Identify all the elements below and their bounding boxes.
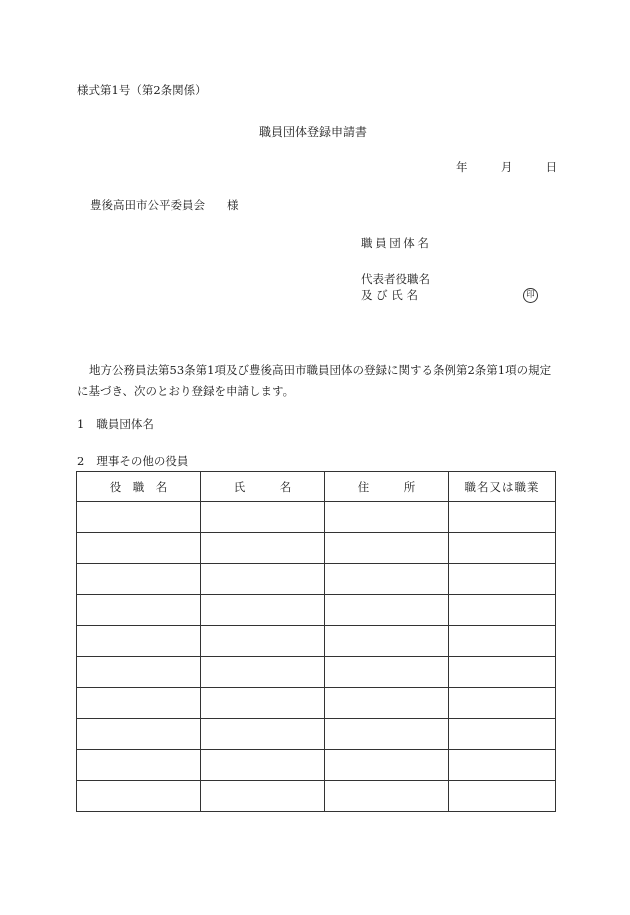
table-cell[interactable]: [201, 533, 325, 564]
table-cell[interactable]: [449, 688, 556, 719]
table-row: [77, 502, 556, 533]
table-row: [77, 533, 556, 564]
table-cell[interactable]: [201, 564, 325, 595]
table-cell[interactable]: [449, 657, 556, 688]
date-year-label: 年: [456, 160, 468, 174]
header-address: 住 所: [325, 472, 449, 502]
table-cell[interactable]: [325, 595, 449, 626]
date-month-label: 月: [500, 160, 513, 174]
application-body-text: 地方公務員法第53条第1項及び豊後高田市職員団体の登録に関する条例第2条第1項の規定に基づき、次のとおり登録を申請します。: [77, 363, 552, 398]
table-row: [77, 657, 556, 688]
table-cell[interactable]: [449, 719, 556, 750]
table-cell[interactable]: [201, 626, 325, 657]
table-cell[interactable]: [201, 502, 325, 533]
table-cell[interactable]: [77, 750, 201, 781]
table-row: [77, 781, 556, 812]
table-cell[interactable]: [77, 657, 201, 688]
table-row: [77, 595, 556, 626]
header-occupation: 職名又は職業: [449, 472, 556, 502]
table-cell[interactable]: [325, 564, 449, 595]
addressee: [90, 200, 239, 212]
table-cell[interactable]: [201, 750, 325, 781]
applicant-rep-name-label: 及 び 氏 名: [361, 288, 418, 302]
section-2-title: 理事その他の役員: [96, 454, 189, 468]
table-cell[interactable]: [77, 533, 201, 564]
table-cell[interactable]: [77, 626, 201, 657]
table-cell[interactable]: [325, 626, 449, 657]
applicant-org-label: 職員団体名: [361, 236, 432, 250]
table-cell[interactable]: [201, 657, 325, 688]
addressee-name: 豊後高田市公平委員会: [90, 198, 205, 212]
table-cell[interactable]: [201, 719, 325, 750]
form-number: 様式第1号（第2条関係）: [77, 83, 207, 97]
table-row: [77, 626, 556, 657]
document-title: 職員団体登録申請書: [259, 125, 368, 139]
table-row: [77, 750, 556, 781]
table-cell[interactable]: [325, 502, 449, 533]
table-cell[interactable]: [325, 781, 449, 812]
table-row: [77, 719, 556, 750]
header-name: 氏 名: [201, 472, 325, 502]
section-2-number: 2: [77, 454, 85, 468]
table-cell[interactable]: [77, 595, 201, 626]
table-cell[interactable]: [325, 750, 449, 781]
table-row: [77, 688, 556, 719]
table-cell[interactable]: [201, 781, 325, 812]
section-1-heading: [77, 419, 154, 431]
table-cell[interactable]: [77, 781, 201, 812]
table-cell[interactable]: [449, 626, 556, 657]
section-2-heading: [77, 456, 188, 468]
table-cell[interactable]: [449, 502, 556, 533]
table-cell[interactable]: [325, 688, 449, 719]
seal-mark: 印: [523, 288, 538, 303]
table-cell[interactable]: [77, 688, 201, 719]
table-cell[interactable]: [449, 595, 556, 626]
section-1-title: 職員団体名: [96, 417, 154, 431]
table-cell[interactable]: [201, 595, 325, 626]
header-position: 役 職 名: [77, 472, 201, 502]
table-cell[interactable]: [77, 564, 201, 595]
date-line: [456, 162, 557, 174]
table-cell[interactable]: [449, 533, 556, 564]
applicant-rep-label: 代表者役職名: [361, 272, 430, 286]
table-cell[interactable]: [325, 533, 449, 564]
addressee-honorific: 様: [227, 198, 239, 212]
section-1-number: 1: [77, 417, 85, 431]
table-cell[interactable]: [325, 657, 449, 688]
table-cell[interactable]: [449, 564, 556, 595]
table-header-row: [77, 472, 556, 502]
table-cell[interactable]: [77, 719, 201, 750]
table-cell[interactable]: [449, 750, 556, 781]
table-cell[interactable]: [325, 719, 449, 750]
table-cell[interactable]: [77, 502, 201, 533]
officers-table: [76, 471, 556, 812]
table-cell[interactable]: [449, 781, 556, 812]
table-row: [77, 564, 556, 595]
table-cell[interactable]: [201, 688, 325, 719]
date-day-label: 日: [545, 160, 558, 174]
application-body: [77, 360, 557, 402]
